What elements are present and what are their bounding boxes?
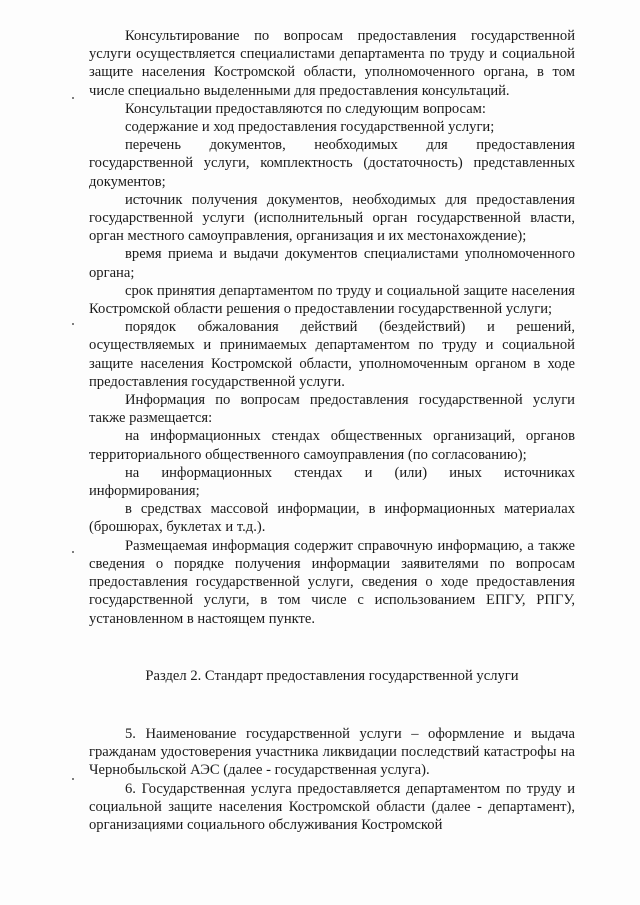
paragraph-info-placed: Информация по вопросам предоставления государственной услуги также размещается: xyxy=(89,392,575,427)
paragraph-consult-topics: Консультации предоставляются по следующим вопросам: xyxy=(125,100,486,117)
list-item-other-stands: на информационных стендах и (или) иных источниках информирования; xyxy=(89,464,575,500)
list-item-appeal: порядок обжалования действий (бездействий) и решений, осуществляемых и принимаемых департаментом по труду и социальной защите населения Костромской области, уполномоченным органом в ходе предоставления государственной услуги. xyxy=(89,319,575,390)
paragraph-info-content: Размещаемая информация содержит справочную информацию, а также сведения о порядке получения информации заявителями по вопросам предоставления государственной услуги, сведения о ходе предоставления государственной услуги, в том числе с использованием ЕПГУ, РПГУ, установленном в настоящем пункте. xyxy=(89,537,575,627)
list-item-documents: перечень документов, необходимых для предоставления государственной услуги, комплектность (достаточность) представленных документов; xyxy=(89,137,575,190)
section-title: Раздел 2. Стандарт предоставления государственной услуги xyxy=(145,667,519,684)
list-item-content: содержание и ход предоставления государственной услуги; xyxy=(125,119,495,136)
list-item-public-stands: на информационных стендах общественных организаций, органов территориального общественного самоуправления (по согласованию); xyxy=(89,428,575,463)
paragraph-item-6: 6. Государственная услуга предоставляется департаментом по труду и социальной защите населения Костромской области (далее - департамент), организациями социального обслуживания Костромской xyxy=(89,780,575,833)
scan-speck xyxy=(72,323,74,325)
list-item-media: в средствах массовой информации, в информационных материалах (брошюрах, буклетах и т.д.). xyxy=(89,501,575,536)
paragraph-item-5: 5. Наименование государственной услуги – оформление и выдача гражданам удостоверения участника ликвидации последствий катастрофы на Чернобыльской АЭС (далее - государственная услуга). xyxy=(89,725,575,779)
list-item-time: время приема и выдачи документов специалистами уполномоченного органа; xyxy=(89,246,575,281)
paragraph-consulting: Консультирование по вопросам предоставления государственной услуги осуществляется специалистами департамента по труду и социальной защите населения Костромской области, уполномоченного органа, в том числе специально выделенными для предоставления консультаций. xyxy=(89,28,575,99)
scan-speck xyxy=(72,551,74,553)
scan-speck xyxy=(72,778,74,780)
list-item-deadline: срок принятия департаментом по труду и социальной защите населения Костромской области решения о предоставлении государственной услуги; xyxy=(89,282,575,318)
scan-speck xyxy=(72,97,74,99)
document-body xyxy=(89,27,575,834)
list-item-source: источник получения документов, необходимых для предоставления государственной услуги (исполнительный орган государственной власти, орган местного самоуправления, организация и их местонахождение); xyxy=(89,191,575,245)
